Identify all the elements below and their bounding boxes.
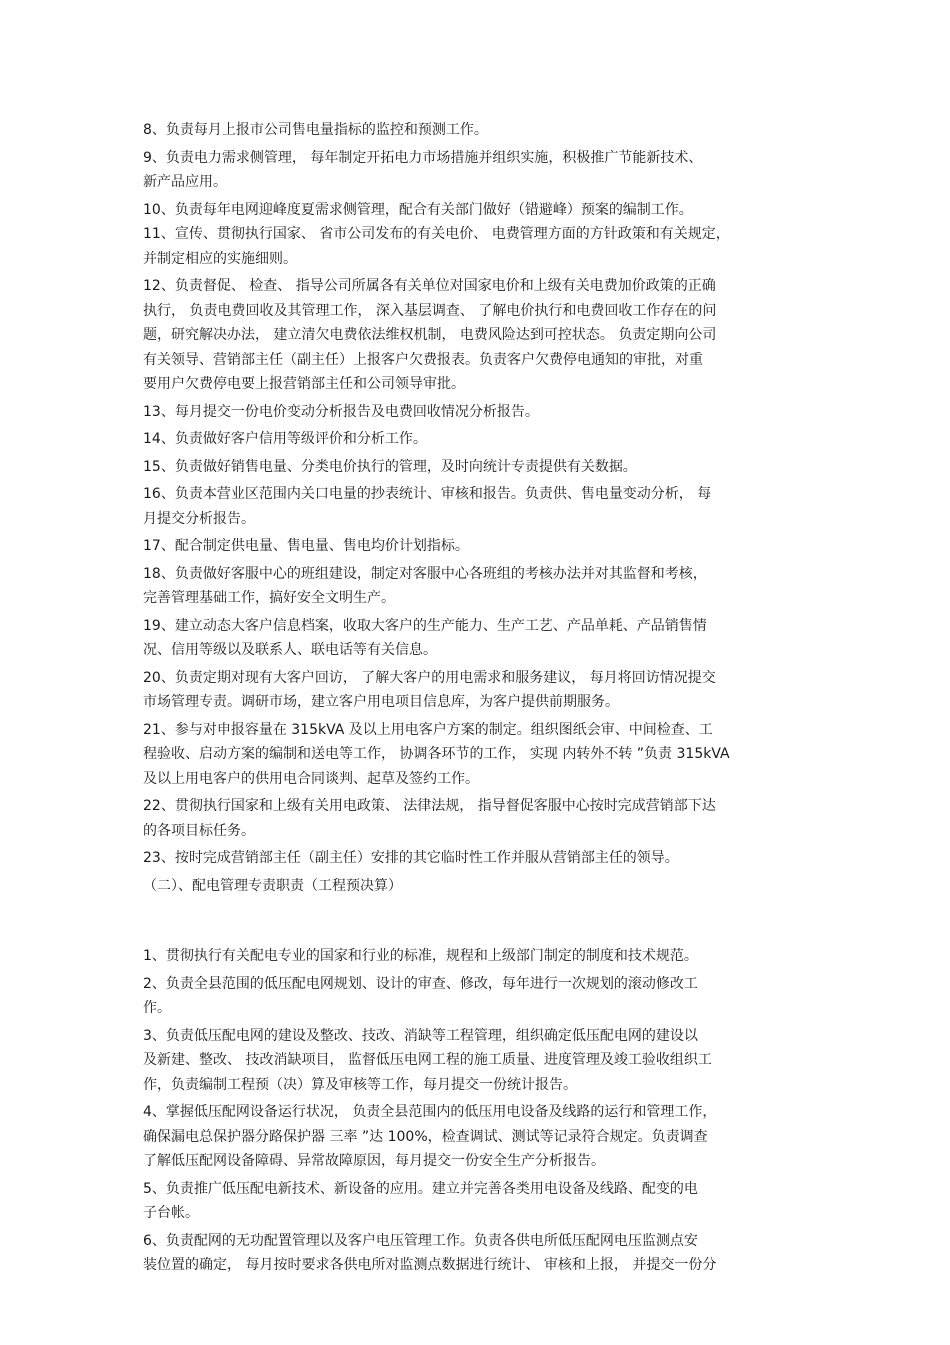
- list-item: [143, 794, 833, 843]
- list-item: [143, 1177, 833, 1226]
- list-item: [143, 427, 833, 452]
- list-item: [143, 146, 833, 195]
- text-line: 21、参与对申报容量在 315kVA 及以上用电客户方案的制定。组织图纸会审、中间检查、工: [143, 721, 713, 738]
- text-line: 15、负责做好销售电量、分类电价执行的管理，及时向统计专责提供有关数据。: [143, 458, 637, 475]
- text-line: 及以上用电客户的供用电合同谈判、起草及签约工作。: [143, 770, 479, 787]
- text-line: 8、负责每月上报市公司售电量指标的监控和预测工作。: [143, 122, 488, 138]
- text-line: 4、掌握低压配网设备运行状况， 负责全县范围内的低压用电设备及线路的运行和管理工作，: [143, 1104, 717, 1120]
- text-line: 况、信用等级以及联系人、联电话等有关信息。: [143, 642, 437, 658]
- list-item: [143, 118, 833, 143]
- text-line: 作，负责编制工程预（决）算及审核等工作，每月提交一份统计报告。: [143, 1076, 577, 1093]
- list-item: [143, 1229, 833, 1278]
- text-line: 10、负责每年电网迎峰度夏需求侧管理，配合有关部门做好（错避峰）预案的编制工作。: [143, 201, 693, 218]
- list-item: [143, 846, 833, 871]
- section-one-list: [143, 118, 833, 871]
- list-item: [143, 562, 833, 611]
- text-line: 有关领导、营销部主任（副主任）上报客户欠费报表。负责客户欠费停电通知的审批，对重: [143, 351, 703, 368]
- text-line: 19、建立动态大客户信息档案，收取大客户的生产能力、生产工艺、产品单耗、产品销售情: [143, 617, 707, 634]
- list-item: [143, 718, 833, 792]
- text-line: 3、负责低压配电网的建设及整改、技改、消缺等工程管理，组织确定低压配电网的建设以: [143, 1027, 698, 1044]
- text-line: 14、负责做好客户信用等级评价和分析工作。: [143, 431, 427, 447]
- list-item: [143, 666, 833, 715]
- text-line: 11、宣传、贯彻执行国家、 省市公司发布的有关电价、 电费管理方面的方针政策和有关规定，: [143, 226, 730, 242]
- text-line: 程验收、启动方案的编制和送电等工作， 协调各环节的工作， 实现 内转外不转 ”负责 315kVA: [143, 746, 730, 762]
- list-item: [143, 614, 833, 663]
- text-line: 22、贯彻执行国家和上级有关用电政策、 法律法规， 指导督促客服中心按时完成营销部下达: [143, 798, 716, 814]
- text-line: 要用户欠费停电要上报营销部主任和公司领导审批。: [143, 376, 465, 392]
- text-line: 作。: [143, 1000, 171, 1016]
- text-line: 及新建、整改、 技改消缺项目， 监督低压电网工程的施工质量、进度管理及竣工验收组织工: [143, 1052, 712, 1068]
- text-line: 月提交分析报告。: [143, 510, 255, 527]
- list-item: [143, 1024, 833, 1098]
- text-line: 新产品应用。: [143, 174, 227, 190]
- text-line: 完善管理基础工作，搞好安全文明生产。: [143, 590, 395, 606]
- text-line: 2、负责全县范围的低压配电网规划、设计的审查、修改，每年进行一次规划的滚动修改工: [143, 975, 698, 992]
- text-line: 确保漏电总保护器分路保护器 三率 ”达 100%，检查调试、测试等记录符合规定。负责调查: [143, 1128, 708, 1145]
- text-line: 子台帐。: [143, 1205, 199, 1221]
- text-line: 市场管理专责。调研市场，建立客户用电项目信息库，为客户提供前期服务。: [143, 694, 619, 710]
- text-line: 20、负责定期对现有大客户回访， 了解大客户的用电需求和服务建议， 每月将回访情况提交: [143, 669, 716, 686]
- list-item: [143, 482, 833, 531]
- text-line: 题，研究解决办法， 建立清欠电费依法维权机制， 电费风险达到可控状态。 负责定期向公司: [143, 327, 717, 343]
- text-line: 12、负责督促、 检查、 指导公司所属各有关单位对国家电价和上级有关电费加价政策的正确: [143, 278, 716, 294]
- section-two-list: [143, 944, 833, 1278]
- list-item: [143, 534, 833, 559]
- section-two-heading: （二）、配电管理专责职责（工程预决算）: [143, 877, 402, 894]
- text-line: 装位置的确定， 每月按时要求各供电所对监测点数据进行统计、 审核和上报， 并提交一份分: [143, 1257, 717, 1273]
- section-gap: [143, 898, 833, 944]
- text-line: 16、负责本营业区范围内关口电量的抄表统计、审核和报告。负责供、售电量变动分析， 每: [143, 486, 712, 502]
- document-body: [143, 118, 833, 1281]
- text-line: 5、负责推广低压配电新技术、新设备的应用。建立并完善各类用电设备及线路、配变的电: [143, 1180, 698, 1197]
- list-item: [143, 400, 833, 425]
- text-line: 执行， 负责电费回收及其管理工作， 深入基层调查、 了解电价执行和电费回收工作存在的问: [143, 302, 717, 319]
- list-item: [143, 1100, 833, 1174]
- list-item: [143, 972, 833, 1021]
- text-line: 6、负责配网的无功配置管理以及客户电压管理工作。负责各供电所低压配网电压监测点安: [143, 1232, 698, 1249]
- text-line: 17、配合制定供电量、售电量、售电均价计划指标。: [143, 538, 469, 554]
- list-item: [143, 198, 833, 272]
- list-item: [143, 274, 833, 397]
- list-item: [143, 944, 833, 969]
- text-line: 了解低压配网设备障碍、异常故障原因，每月提交一份安全生产分析报告。: [143, 1153, 605, 1169]
- text-line: 的各项目标任务。: [143, 822, 255, 839]
- text-line: 并制定相应的实施细则。: [143, 250, 297, 267]
- text-line: 23、按时完成营销部主任（副主任）安排的其它临时性工作并服从营销部主任的领导。: [143, 850, 679, 866]
- text-line: 13、每月提交一份电价变动分析报告及电费回收情况分析报告。: [143, 403, 539, 420]
- text-line: 18、负责做好客服中心的班组建设，制定对客服中心各班组的考核办法并对其监督和考核，: [143, 565, 707, 582]
- list-item: [143, 455, 833, 480]
- text-line: 9、负责电力需求侧管理， 每年制定开拓电力市场措施并组织实施，积极推广节能新技术、: [143, 149, 703, 166]
- text-line: 1、贯彻执行有关配电专业的国家和行业的标准，规程和上级部门制定的制度和技术规范。: [143, 948, 698, 964]
